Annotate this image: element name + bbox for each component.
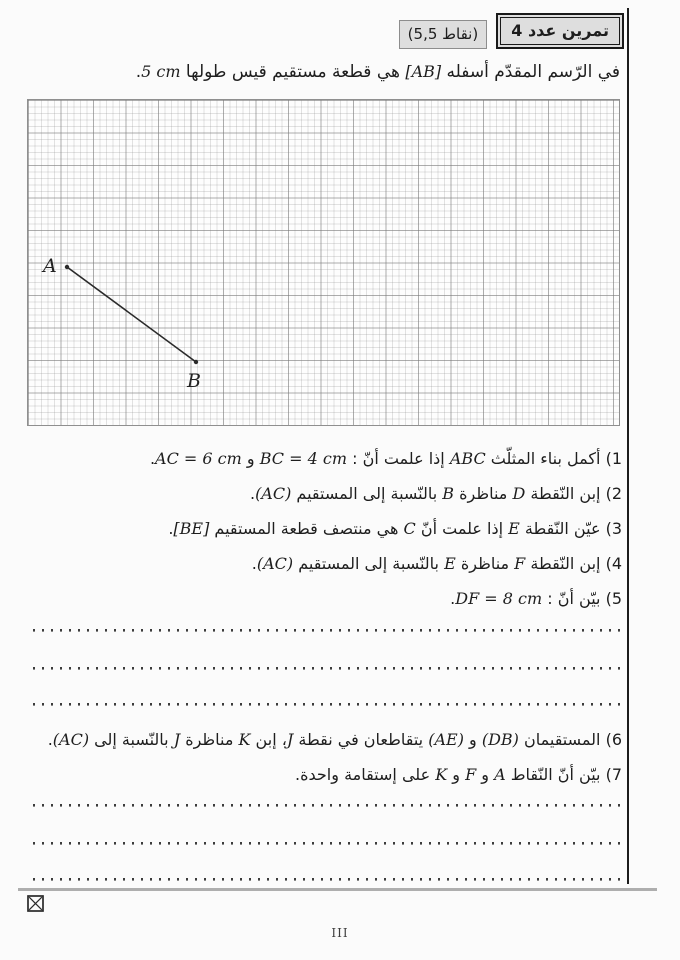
arabic-text: 4) إبن النّقطة <box>525 554 622 573</box>
arabic-text: هي منتصف قطعة المستقيم <box>209 519 404 538</box>
arabic-text: 1) أكمل بناء المثلّث <box>485 449 622 468</box>
points-box <box>399 20 488 49</box>
answer-dotted-line <box>33 842 622 845</box>
intro-sentence <box>136 62 620 82</box>
math-text: K <box>238 730 251 749</box>
arabic-text: . <box>47 730 53 749</box>
math-text: 5 cm <box>141 62 181 81</box>
crossed-box-icon <box>27 895 44 912</box>
math-text: F <box>514 554 526 573</box>
math-text: DF = 8 cm <box>455 589 543 608</box>
segment-ab-line <box>67 267 196 362</box>
arabic-text: مناظرة <box>180 730 239 749</box>
question-7 <box>33 757 622 792</box>
answer-dotted-line <box>33 629 622 632</box>
math-text: AC = 6 cm <box>155 449 242 468</box>
page-number: III <box>331 926 349 940</box>
math-text: [AB] <box>405 62 442 81</box>
question-5 <box>33 581 622 616</box>
answer-dotted-line <box>33 804 622 807</box>
math-text: B <box>442 484 455 503</box>
arabic-text: . <box>249 484 256 503</box>
arabic-text: 2) إبن النّقطة <box>525 484 622 503</box>
arabic-text: . <box>168 519 174 538</box>
footer-divider <box>18 888 657 891</box>
arabic-text: و <box>463 730 482 749</box>
exercise-header <box>399 13 624 49</box>
exercise-number-label: تمرين عدد 4 <box>500 17 620 45</box>
arabic-text: يتقاطعان في نقطة <box>293 730 429 749</box>
point-b-dot <box>194 360 198 364</box>
exercise-number-box <box>496 13 624 49</box>
math-text: D <box>512 484 526 503</box>
arabic-text: . <box>450 589 456 608</box>
point-a-dot <box>65 265 69 269</box>
math-text: (AC) <box>52 730 90 749</box>
answer-dotted-line <box>33 667 622 670</box>
math-text: E <box>444 554 456 573</box>
arabic-text: هي قطعة مستقيم قيس طولها <box>180 62 406 82</box>
figure-svg <box>28 100 619 425</box>
page-edge-rule <box>627 8 629 884</box>
arabic-text: مناظرة <box>454 484 513 503</box>
arabic-text: 6) المستقيمان <box>518 730 622 749</box>
math-text: K <box>435 765 448 784</box>
arabic-text: 7) بيّن أنّ النّقاط <box>505 765 622 784</box>
math-text: J <box>286 730 294 749</box>
arabic-text: مناظرة <box>455 554 515 573</box>
math-text: E <box>508 519 520 538</box>
arabic-text: بالنّسبة إلى المستقيم <box>293 554 445 573</box>
question-2 <box>33 476 622 511</box>
math-text: ABC <box>449 449 486 468</box>
arabic-text: . <box>149 449 156 468</box>
arabic-text: و <box>241 449 260 468</box>
arabic-text: . <box>135 62 142 82</box>
answer-dotted-line <box>33 878 622 881</box>
point-a-label: A <box>43 255 57 277</box>
question-6 <box>33 722 622 757</box>
math-text: A <box>494 765 506 784</box>
arabic-text: 3) عيّن النّقطة <box>519 519 622 538</box>
math-text: [BE] <box>173 519 210 538</box>
arabic-text: 5) بيّن أنّ : <box>542 589 622 608</box>
question-4 <box>33 546 622 581</box>
arabic-text: ، إبن <box>250 730 287 749</box>
math-text: (AE) <box>428 730 464 749</box>
arabic-text: بالنّسبة إلى <box>89 730 174 749</box>
math-text: (DB) <box>481 730 519 749</box>
questions-block <box>33 441 622 881</box>
arabic-text: إذا علمت أنّ : <box>347 449 450 468</box>
arabic-text: بالنّسبة إلى المستقيم <box>291 484 443 503</box>
question-3 <box>33 511 622 546</box>
math-text: J <box>173 730 181 749</box>
math-text: (AC) <box>255 484 292 503</box>
question-1 <box>33 441 622 476</box>
arabic-text: على إستقامة واحدة. <box>295 765 436 784</box>
math-text: F <box>465 765 477 784</box>
graph-paper <box>27 99 620 426</box>
arabic-text: و <box>476 765 495 784</box>
math-text: C <box>403 519 416 538</box>
arabic-text: في الرّسم المقدّم أسفله <box>441 62 620 82</box>
points-label: (5,5 نقاط) <box>407 25 479 43</box>
math-text: BC = 4 cm <box>259 449 347 468</box>
arabic-text: و <box>447 765 466 784</box>
point-b-label: B <box>187 370 201 392</box>
answer-dotted-line <box>33 703 622 706</box>
arabic-text: إذا علمت أنّ <box>415 519 509 538</box>
arabic-text: . <box>251 554 257 573</box>
math-text: (AC) <box>256 554 294 573</box>
